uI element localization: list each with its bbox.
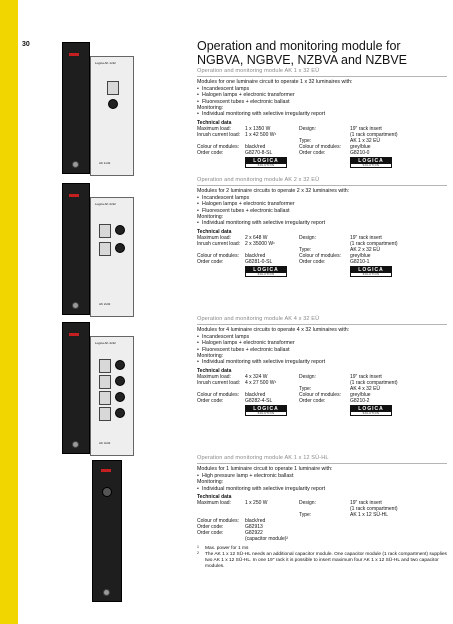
tech-cell: G8210-0 — [350, 150, 370, 157]
tech-cell: black/red — [245, 392, 266, 399]
tech-title: Technical data — [197, 228, 232, 235]
tech-cell: G82922 — [245, 530, 263, 537]
list-item: • Fluorescent tubes + electronic ballast — [197, 99, 447, 105]
tech-cell: Order code: — [197, 259, 224, 266]
tech-cell: Maximum load: — [197, 235, 231, 242]
section-heading: Operation and monitoring module AK 2 x 32 EÜ — [197, 177, 320, 183]
tech-cell: (1 rack compartment) — [350, 132, 398, 139]
tech-cell — [299, 536, 350, 542]
tech-table — [197, 126, 447, 156]
tech-cell: (1 rack compartment) — [350, 506, 398, 513]
footnotes — [197, 546, 447, 569]
list-item: • Individual monitoring with selective irregularity report — [197, 220, 447, 226]
device-label-bottom: AK 4x32 — [99, 441, 111, 445]
device-label-top: Logica AK 4x32 — [95, 341, 116, 345]
tech-cell: (capacitor module)² — [245, 536, 289, 543]
tech-cell: (1 rack compartment) — [350, 241, 398, 248]
section-ak1x12-sue-hl — [197, 455, 447, 570]
tech-cell: Colour of modules: — [299, 253, 341, 260]
tech-cell: 19" rack insert — [350, 374, 382, 381]
logica-logo: LOGICA SOLUTION — [245, 266, 287, 277]
tech-cell: 1 x 42 500 W¹ — [245, 132, 277, 139]
tech-cell — [197, 536, 245, 542]
list-item: • Incandescent lamps — [197, 195, 447, 201]
tech-cell: 2 x 648 W — [245, 235, 268, 242]
logica-logo: LOGICA SOLUTION — [350, 266, 392, 277]
tech-cell: Type: — [299, 386, 312, 393]
section-ak1x32 — [197, 68, 447, 166]
tech-cell: Colour of modules: — [299, 144, 341, 151]
section-intro: Modules for one luminaire circuit to operate 1 x 32 luminaires with: — [197, 79, 353, 86]
section-ak4x32 — [197, 316, 447, 414]
monitoring-label: Monitoring: — [197, 105, 224, 112]
footnote: 1 Max. power for 1 ms — [197, 545, 249, 552]
tech-cell: Colour of modules: — [197, 392, 239, 399]
tech-cell: 1 x 250 W — [245, 500, 268, 507]
tech-cell: Colour of modules: — [197, 518, 239, 525]
list-item: • Halogen lamps + electronic transformer — [197, 340, 447, 346]
tech-cell: AK 1 x 32 EÜ — [350, 138, 381, 145]
tech-cell: Maximum load: — [197, 126, 231, 133]
tech-cell: G8281-0-SL — [245, 259, 273, 266]
tech-cell: AK 4 x 32 EÜ — [350, 386, 381, 393]
tech-cell: black/red — [245, 144, 266, 151]
tech-cell: AK 2 x 32 EÜ — [350, 247, 381, 254]
title-line-1: Operation and monitoring module for — [197, 39, 401, 53]
tech-cell: 4 x 324 W — [245, 374, 268, 381]
accent-sidebar — [0, 0, 18, 624]
tech-title: Technical data — [197, 367, 232, 374]
list-item: • Individual monitoring with selective irregularity report — [197, 111, 447, 117]
device-label-top: Logica AK 2x32 — [95, 202, 116, 206]
tech-cell: G8210-2 — [350, 398, 370, 405]
tech-cell: grey/blue — [350, 144, 371, 151]
device-label-bottom: AK 1x32 — [99, 161, 111, 165]
tech-cell: G8210-1 — [350, 259, 370, 266]
tech-cell: Order code: — [197, 530, 224, 537]
section-intro: Modules for 4 luminaire circuits to operate 4 x 32 luminaires with: — [197, 327, 350, 334]
logica-logo: LOGICA SOLUTION — [245, 157, 287, 168]
tech-table — [197, 235, 447, 265]
tech-table — [197, 500, 447, 542]
tech-cell — [350, 536, 430, 542]
tech-cell: Type: — [299, 247, 312, 254]
footnote: 2 The AK 1 x 12 SÜ-HL needs an additional capacitor module. One capacitor module (1 rack compartment) supplies two AK 1 x 12 SÜ-HL. In one 19" rack it is possible to insert maximum four AK 1 x 12 SÜ-HL and two capacitor modules. — [197, 551, 447, 569]
tech-cell: 19" rack insert — [350, 126, 382, 133]
device-label-bottom: AK 2x32 — [99, 302, 111, 306]
tech-cell: grey/blue — [350, 253, 371, 260]
tech-cell: 2 x 35000 W¹ — [245, 241, 275, 248]
logica-logo: LOGICA SOLUTION — [245, 405, 287, 416]
tech-cell: grey/blue — [350, 392, 371, 399]
tech-title: Technical data — [197, 494, 232, 501]
section-heading: Operation and monitoring module AK 4 x 32 EÜ — [197, 316, 320, 322]
tech-cell: Inrush current load: — [197, 380, 241, 387]
tech-cell: black/red — [245, 253, 266, 260]
tech-cell: 1 x 1350 W — [245, 126, 271, 133]
tech-cell: Order code: — [197, 398, 224, 405]
page-title — [197, 39, 447, 67]
tech-cell: Order code: — [299, 150, 326, 157]
list-item: • Individual monitoring with selective irregularity report — [197, 486, 447, 492]
section-heading: Operation and monitoring module AK 1 x 12 SÜ-HL — [197, 455, 329, 461]
tech-cell: G8270-8-SL — [245, 150, 273, 157]
list-item: • Incandescent lamps — [197, 334, 447, 340]
list-item: • Individual monitoring with selective irregularity report — [197, 359, 447, 365]
tech-cell: Design: — [299, 500, 316, 507]
section-intro: Modules for 2 luminaire circuits to operate 2 x 32 luminaires with: — [197, 188, 350, 195]
list-item: • Incandescent lamps — [197, 86, 447, 92]
monitoring-label: Monitoring: — [197, 353, 224, 360]
tech-cell: (1 rack compartment) — [350, 380, 398, 387]
list-item: • Fluorescent tubes + electronic ballast — [197, 347, 447, 353]
tech-cell: Order code: — [299, 398, 326, 405]
tech-cell: G82913 — [245, 524, 263, 531]
title-line-2: NGBVA, NGBVE, NZBVA and NZBVE — [197, 53, 408, 67]
list-item: • Fluorescent tubes + electronic ballast — [197, 208, 447, 214]
tech-cell: 4 x 27 500 W¹ — [245, 380, 277, 387]
page-number: 30 — [22, 41, 30, 48]
tech-cell: AK 1 x 12 SÜ-HL — [350, 512, 389, 519]
section-ak2x32 — [197, 177, 447, 275]
tech-cell: 19" rack insert — [350, 500, 382, 507]
tech-cell: Design: — [299, 374, 316, 381]
tech-table — [197, 374, 447, 404]
tech-cell: Maximum load: — [197, 374, 231, 381]
tech-cell: Order code: — [197, 150, 224, 157]
tech-cell: Order code: — [299, 259, 326, 266]
tech-cell: Design: — [299, 126, 316, 133]
logica-logo: LOGICA SOLUTION — [350, 157, 392, 168]
tech-cell: 19" rack insert — [350, 235, 382, 242]
tech-cell: Type: — [299, 138, 312, 145]
tech-cell: Order code: — [197, 524, 224, 531]
tech-cell: Design: — [299, 235, 316, 242]
monitoring-label: Monitoring: — [197, 214, 224, 221]
tech-cell: Maximum load: — [197, 500, 231, 507]
monitoring-label: Monitoring: — [197, 479, 224, 486]
section-heading: Operation and monitoring module AK 1 x 32 EÜ — [197, 68, 320, 74]
device-label-top: Logica AK 1x32 — [95, 61, 116, 65]
tech-cell: black/red — [245, 518, 266, 525]
tech-cell: Colour of modules: — [197, 144, 239, 151]
tech-cell: Type: — [299, 512, 312, 519]
tech-cell: Colour of modules: — [299, 392, 341, 399]
tech-cell: G8282-4-SL — [245, 398, 273, 405]
list-item: • Halogen lamps + electronic transformer — [197, 92, 447, 98]
list-item: • Halogen lamps + electronic transformer — [197, 201, 447, 207]
list-item: • High pressure lamp + electronic ballast — [197, 473, 447, 479]
tech-cell: Inrush current load: — [197, 241, 241, 248]
tech-cell: Colour of modules: — [197, 253, 239, 260]
tech-title: Technical data — [197, 119, 232, 126]
tech-cell: Inrush current load: — [197, 132, 241, 139]
logica-logo: LOGICA SOLUTION — [350, 405, 392, 416]
section-intro: Modules for 1 luminaire circuit to operate 1 luminaire with: — [197, 466, 333, 473]
